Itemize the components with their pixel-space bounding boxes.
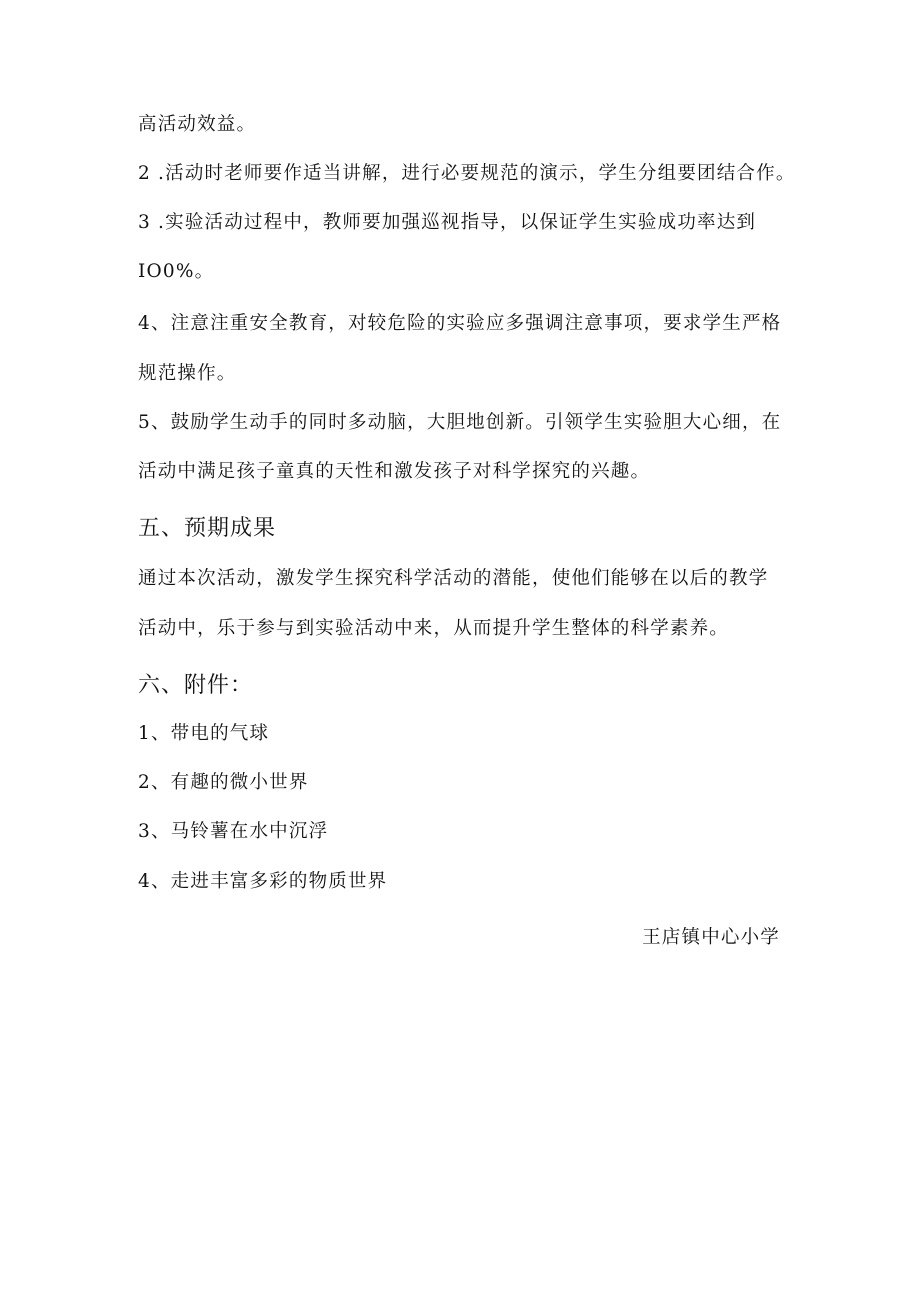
tip-4-line-2: 规范操作。 [138,363,237,384]
attachment-item: 3、马铃薯在水中沉浮 [138,821,329,842]
attachment-item: 2、有趣的微小世界 [138,772,309,793]
attachment-item: 1、带电的气球 [138,723,270,744]
expected-results-line-1: 通过本次活动，激发学生探究科学活动的潜能，使他们能够在以后的教学 [138,568,769,589]
tip-5-line-1: 5、鼓励学生动手的同时多动脑，大胆地创新。引领学生实验胆大心细，在 [138,412,782,433]
tip-4-line-1: 4、注意注重安全教育，对较危险的实验应多强调注意事项，要求学生严格 [138,313,782,334]
section-heading-attachments: 六、附件： [138,673,254,698]
tip-2: 2 .活动时老师要作适当讲解，进行必要规范的演示，学生分组要团结合作。 [138,163,796,184]
tip-1-continuation: 高活动效益。 [138,114,257,135]
tip-3-line-2: IO0%。 [138,261,215,282]
tip-5-line-2: 活动中满足孩子童真的天性和激发孩子对科学探究的兴趣。 [138,461,651,482]
school-signature: 王店镇中心小学 [642,927,780,948]
section-heading-expected-results: 五、预期成果 [138,516,277,541]
tip-3-line-1: 3 .实验活动过程中，教师要加强巡视指导，以保证学生实验成功率达到 [138,212,757,233]
attachment-item: 4、走进丰富多彩的物质世界 [138,871,388,892]
expected-results-line-2: 活动中，乐于参与到实验活动中来，从而提升学生整体的科学素养。 [138,618,730,639]
